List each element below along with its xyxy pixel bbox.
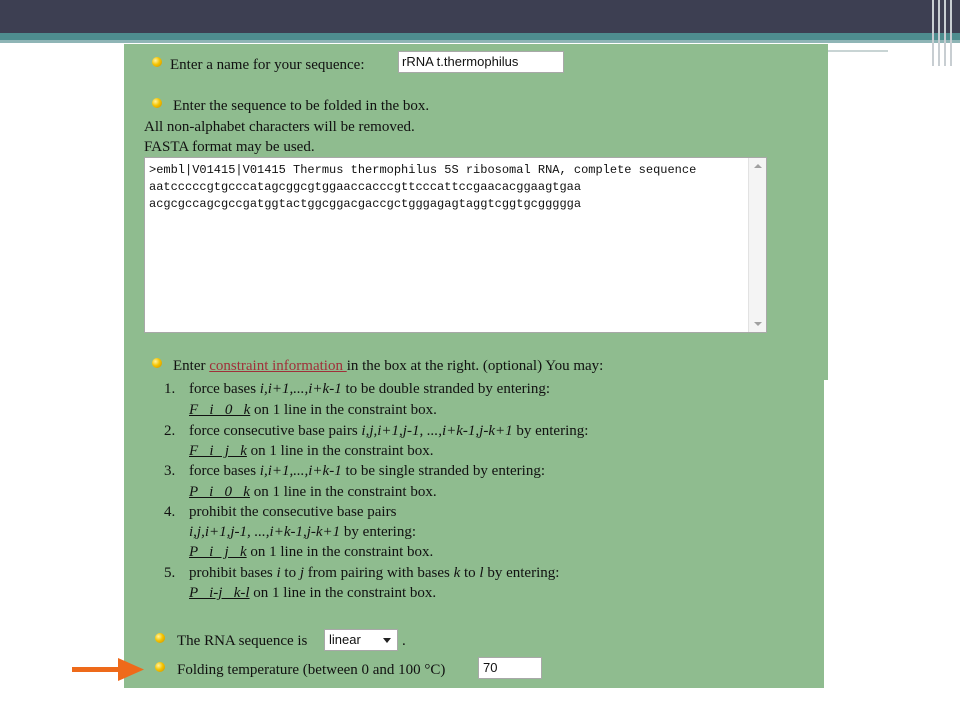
sequence-note-fasta: FASTA format may be used.: [144, 139, 315, 155]
constraint-item-2-code: F i j k on 1 line in the constraint box.: [189, 443, 434, 459]
sequence-note-nonalpha: All non-alphabet characters will be removed.: [144, 119, 415, 135]
bullet-icon: [152, 358, 162, 368]
slide-top-bar: [0, 0, 960, 33]
bullet-icon: [152, 98, 162, 108]
constraint-intro-tail: in the box at the right. (optional) You may:: [346, 358, 604, 374]
linearity-period: .: [402, 633, 406, 649]
constraint-item-2-num: 2.: [164, 423, 176, 439]
folding-temperature-input[interactable]: 70: [478, 657, 542, 679]
orange-arrow-icon: [72, 656, 146, 684]
linearity-label: The RNA sequence is: [177, 633, 308, 649]
slide-accent-stripe: [0, 33, 960, 40]
slide-decor-line: [828, 50, 888, 52]
constraint-item-5-code: P i-j k-l on 1 line in the constraint box.: [189, 585, 437, 601]
panel-edge: [824, 380, 830, 690]
linearity-selected-value[interactable]: linear: [329, 632, 361, 647]
dropdown-caret-icon[interactable]: [383, 638, 391, 643]
constraint-item-2: force consecutive base pairs i,j,i+1,j-1, ...,i+k-1,j-k+1 by entering:: [189, 423, 589, 439]
bullet-icon: [155, 662, 165, 672]
bullet-icon: [155, 633, 165, 643]
constraint-item-5: prohibit bases i to j from pairing with bases k to l by entering:: [189, 565, 560, 581]
constraint-item-3-num: 3.: [164, 463, 176, 479]
name-label: Enter a name for your sequence:: [170, 57, 365, 73]
scroll-down-icon[interactable]: [754, 322, 762, 326]
sequence-heading: Enter the sequence to be folded in the box.: [173, 98, 430, 114]
constraint-item-1-num: 1.: [164, 381, 176, 397]
slide-accent-stripe-light: [0, 40, 960, 43]
constraint-item-3-code: P i 0 k on 1 line in the constraint box.: [189, 484, 437, 500]
sequence-textarea[interactable]: [144, 157, 767, 333]
constraint-intro: [173, 357, 603, 375]
scroll-up-icon[interactable]: [754, 164, 762, 168]
textarea-scrollbar[interactable]: [748, 158, 766, 332]
sequence-text[interactable]: >embl|V01415|V01415 Thermus thermophilus 5S ribosomal RNA, complete sequence aatcccccgtgcccatagcggcgtggaaccacccgttcccattccgaacacggaagtgaa acgcgccagcgccgatggtactggcggacgaccgctgggagagtaggtcggtgcgggggа: [149, 163, 697, 211]
constraint-item-1-code: F i 0 k on 1 line in the constraint box.: [189, 402, 437, 418]
constraint-enter-text: Enter: [173, 358, 206, 374]
constraint-item-4-vars: i,j,i+1,j-1, ...,i+k-1,j-k+1 by entering:: [189, 524, 416, 540]
constraint-item-1: force bases i,i+1,...,i+k-1 to be double stranded by entering:: [189, 381, 550, 397]
constraint-item-5-num: 5.: [164, 565, 176, 581]
bullet-icon: [152, 57, 162, 67]
constraint-item-4-code: P i j k on 1 line in the constraint box.: [189, 544, 434, 560]
slide-corner-lines: [928, 0, 960, 66]
temperature-label: Folding temperature (between 0 and 100 °C): [177, 662, 446, 678]
constraint-item-4: prohibit the consecutive base pairs: [189, 504, 397, 520]
linearity-select[interactable]: [324, 629, 398, 651]
constraint-item-4-num: 4.: [164, 504, 176, 520]
constraint-information-link[interactable]: constraint information: [209, 358, 347, 374]
sequence-name-input[interactable]: rRNA t.thermophilus: [398, 51, 564, 73]
constraint-item-3: force bases i,i+1,...,i+k-1 to be single stranded by entering:: [189, 463, 545, 479]
